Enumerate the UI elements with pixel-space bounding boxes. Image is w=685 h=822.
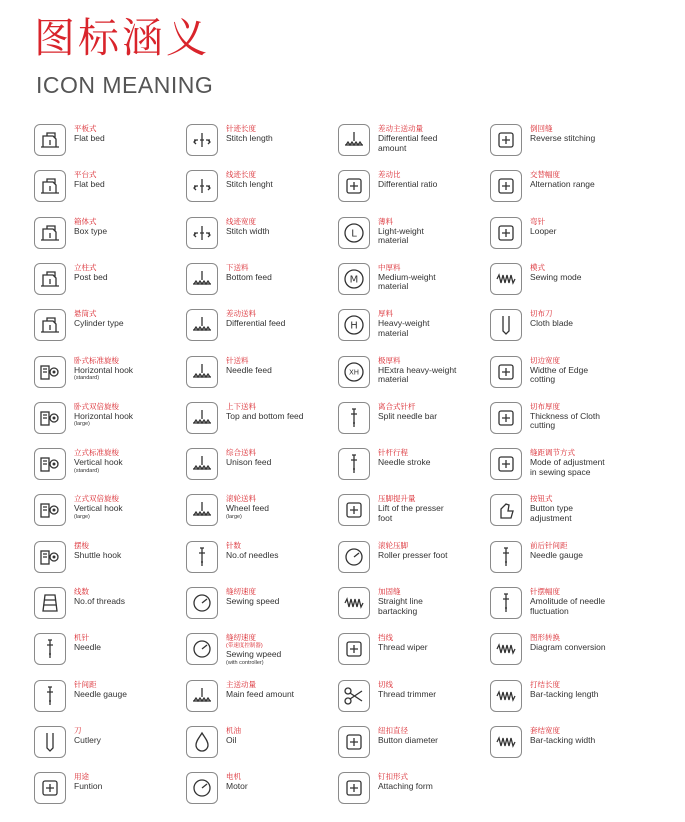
- needle-feed-icon: [186, 356, 218, 388]
- legend-item: [490, 309, 640, 349]
- item-label-en: Alternation range: [530, 179, 595, 190]
- item-label-cn: 切布厚度: [530, 401, 560, 411]
- item-label-en: Flat bed: [74, 179, 105, 190]
- item-label-en-line2: material: [378, 327, 409, 338]
- item-label-en: Top and bottom feed: [226, 410, 304, 421]
- roller-presser-foot-icon: [338, 541, 370, 573]
- item-label-en: Differential feed: [226, 318, 286, 329]
- item-label-en: Cloth blade: [530, 318, 574, 329]
- legend-item: [338, 170, 488, 210]
- legend-item: [186, 263, 336, 303]
- item-label-en-line2: bartacking: [378, 605, 418, 616]
- legend-item: [186, 448, 336, 488]
- item-sublabel: (standard): [74, 467, 100, 474]
- function-garment-icon: [34, 772, 66, 804]
- alternation-range-icon: [490, 170, 522, 202]
- item-label-en: Attaching form: [378, 781, 433, 792]
- box-type-machine-icon: [34, 217, 66, 249]
- item-label-en: Stitch width: [226, 225, 270, 236]
- item-label-en: Thread wiper: [378, 642, 428, 653]
- item-label-en: Needle feed: [226, 364, 272, 375]
- legend-item: [338, 726, 488, 766]
- legend-item: [34, 541, 184, 581]
- legend-item: [186, 217, 336, 257]
- legend-item: [490, 494, 640, 534]
- item-label-cn: 电机: [226, 772, 241, 782]
- legend-item: [186, 680, 336, 720]
- item-label-cn: 线数: [74, 587, 89, 596]
- item-label-en: Bar-tacking length: [530, 688, 599, 699]
- item-label-cn: 针间距: [74, 679, 97, 689]
- legend-item: [338, 633, 488, 673]
- legend-item: [186, 587, 336, 627]
- split-needle-bar-icon: [338, 402, 370, 434]
- scissors-icon: [338, 680, 370, 712]
- item-label-en: Needle gauge: [74, 688, 127, 699]
- item-label-cn: 差动主送动量: [378, 124, 423, 133]
- legend-item: [34, 587, 184, 627]
- sewing-speed-gauge-icon: [186, 587, 218, 619]
- legend-item: [186, 309, 336, 349]
- top-bottom-feed-icon: [186, 402, 218, 434]
- item-label-en: Medium-weight: [378, 271, 436, 282]
- item-label-en: Cylinder type: [74, 318, 124, 329]
- needle-icon: [34, 633, 66, 665]
- flat-bed-platform-icon: [34, 170, 66, 202]
- item-label-cn: 切线: [378, 679, 393, 689]
- item-sublabel: (with controller): [226, 659, 264, 666]
- item-label-cn: 悬筒式: [74, 309, 97, 319]
- item-label-en-line2: material: [378, 374, 409, 384]
- item-sublabel: (standard): [74, 375, 100, 381]
- legend-item: [186, 541, 336, 581]
- page-title-en: ICON MEANING: [36, 72, 214, 98]
- flat-bed-machine-icon: [34, 124, 66, 156]
- item-label-cn: 厚料: [378, 309, 393, 319]
- legend-item: [338, 402, 488, 442]
- item-label-cn: 综合送料: [226, 448, 256, 458]
- legend-item: [338, 124, 488, 164]
- item-label-en: Differential feed: [378, 133, 438, 143]
- item-label-en-line2: in sewing space: [530, 466, 591, 477]
- item-label-cn: 针摆幅度: [530, 587, 560, 596]
- thumb-button-icon: [490, 494, 522, 526]
- item-label-en-line2: amount: [378, 142, 407, 153]
- legend-item: [338, 448, 488, 488]
- item-label-cn: 针杆行程: [378, 448, 408, 458]
- item-label-en-line2: material: [378, 235, 409, 246]
- legend-item: [490, 170, 640, 210]
- item-label-en-line2: fluctuation: [530, 605, 569, 616]
- item-label-cn: 用途: [74, 772, 89, 782]
- item-sublabel-cn: (带速度控制器): [226, 643, 263, 650]
- item-label-cn: 平台式: [74, 170, 97, 180]
- motor-icon: [186, 772, 218, 804]
- item-label-en: Unison feed: [226, 457, 272, 468]
- legend-item: [338, 217, 488, 257]
- legend-item: [338, 772, 488, 812]
- legend-item: [34, 448, 184, 488]
- legend-item: [34, 726, 184, 766]
- vertical-hook-standard-icon: [34, 448, 66, 480]
- cylinder-bed-machine-icon: [34, 309, 66, 341]
- item-label-en: Sewing wpeed: [226, 649, 282, 660]
- knife-icon: [34, 726, 66, 758]
- item-label-cn: 打结长度: [530, 679, 560, 689]
- item-label-en: Oil: [226, 734, 237, 745]
- diagram-conversion-icon: [490, 633, 522, 665]
- item-label-en: Reverse stitching: [530, 133, 596, 143]
- legend-item: [186, 772, 336, 812]
- letter-m-circle-icon: [338, 263, 370, 295]
- item-label-cn: 立式标准旋梭: [74, 448, 119, 458]
- item-label-en: Straight line: [378, 596, 423, 606]
- item-label-en: Vertical hook: [74, 457, 123, 468]
- legend-item: [490, 217, 640, 257]
- attaching-form-icon: [338, 772, 370, 804]
- needle-count-icon: [186, 541, 218, 573]
- legend-item: [490, 263, 640, 303]
- item-label-en-line2: cutting: [530, 420, 556, 431]
- item-label-cn: 卧式标准旋梭: [74, 355, 119, 365]
- item-label-cn: 主送动量: [226, 679, 256, 689]
- item-label-en: Roller presser foot: [378, 549, 448, 560]
- item-label-cn: 缝距调节方式: [530, 448, 575, 458]
- legend-item: [34, 402, 184, 442]
- bartacking-width-icon: [490, 726, 522, 758]
- legend-item: [338, 587, 488, 627]
- legend-item: [490, 124, 640, 164]
- horizontal-hook-standard-icon: [34, 356, 66, 388]
- item-label-cn: 模式: [530, 262, 545, 272]
- legend-item: [338, 494, 488, 534]
- item-label-en: No.of threads: [74, 596, 126, 606]
- item-label-en: Wheel feed: [226, 503, 269, 514]
- item-label-en-line2: material: [378, 281, 409, 292]
- legend-item: [186, 402, 336, 442]
- item-label-en: Diagram conversion: [530, 642, 606, 653]
- item-label-en: Sewing speed: [226, 596, 280, 606]
- item-label-en: Funtion: [74, 781, 103, 792]
- item-label-en: Needle: [74, 642, 101, 653]
- legend-item: [338, 309, 488, 349]
- item-label-cn: 下送料: [226, 262, 249, 272]
- item-label-en-line2: adjustment: [530, 512, 572, 523]
- needle-gauge-icon: [34, 680, 66, 712]
- reverse-stitching-icon: [490, 124, 522, 156]
- legend-item: [338, 263, 488, 303]
- item-label-en-line2: cotting: [530, 374, 556, 384]
- legend-item: [338, 541, 488, 581]
- item-label-cn: 钉扣形式: [378, 772, 408, 782]
- item-label-en: Needle stroke: [378, 457, 431, 468]
- stitch-length-diagonal-icon: [186, 170, 218, 202]
- legend-item: [338, 680, 488, 720]
- thread-wiper-icon: [338, 633, 370, 665]
- item-label-cn: 交替幅度: [530, 170, 560, 180]
- item-label-en: Horizontal hook: [74, 410, 134, 421]
- legend-item: [34, 309, 184, 349]
- item-label-cn: 立柱式: [74, 262, 97, 272]
- legend-item: [34, 356, 184, 396]
- letter-xh-circle-icon: [338, 356, 370, 388]
- item-label-cn: 图形转换: [530, 633, 560, 643]
- item-label-cn: 线迹长度: [226, 170, 256, 180]
- item-label-en: Heavy-weight: [378, 318, 430, 329]
- item-label-cn: 机油: [226, 725, 241, 735]
- item-label-en: Sewing mode: [530, 271, 582, 282]
- item-label-cn: 纽扣直径: [378, 725, 408, 735]
- stitch-length-icon: [186, 124, 218, 156]
- item-label-en: Main feed amount: [226, 688, 295, 699]
- button-diameter-icon: [338, 726, 370, 758]
- stitch-width-icon: [186, 217, 218, 249]
- legend-item: [34, 217, 184, 257]
- item-label-en: Motor: [226, 781, 248, 792]
- svg-text:XH: XH: [348, 368, 360, 377]
- item-label-en: Button diameter: [378, 734, 439, 745]
- horizontal-hook-large-icon: [34, 402, 66, 434]
- legend-item: [34, 633, 184, 673]
- item-label-en: Vertical hook: [74, 503, 123, 514]
- item-label-en: Looper: [530, 225, 557, 236]
- edge-cutting-width-icon: [490, 356, 522, 388]
- legend-item: [490, 633, 640, 673]
- svg-text:L: L: [351, 228, 357, 240]
- item-label-en: Lift of the presser: [378, 503, 444, 514]
- item-label-en: Mode of adjustment: [530, 457, 605, 468]
- legend-item: [490, 587, 640, 627]
- item-label-cn: 缝纫速度: [226, 587, 256, 596]
- item-label-cn: 缝纫速度: [226, 633, 256, 643]
- differential-feed-amount-icon: [338, 124, 370, 156]
- cloth-blade-icon: [490, 309, 522, 341]
- item-label-cn: 挡线: [378, 633, 393, 643]
- letter-l-circle-icon: [338, 217, 370, 249]
- item-label-en: Widthe of Edge: [530, 364, 589, 375]
- item-label-en: Differential ratio: [378, 179, 438, 190]
- item-label-en: Needle gauge: [530, 549, 583, 560]
- legend-item: [186, 356, 336, 396]
- wheel-feed-icon: [186, 494, 218, 526]
- legend-item: [34, 494, 184, 534]
- legend-item: [34, 124, 184, 164]
- bottom-feed-icon: [186, 263, 218, 295]
- item-label-cn: 刀: [74, 725, 82, 735]
- shuttle-hook-icon: [34, 541, 66, 573]
- item-label-cn: 卧式双倍旋梭: [74, 401, 119, 411]
- item-label-cn: 针数: [226, 540, 241, 550]
- item-label-en: Light-weight: [378, 225, 424, 236]
- legend-item: [490, 402, 640, 442]
- straight-bartacking-icon: [338, 587, 370, 619]
- item-label-cn: 极厚料: [378, 355, 401, 365]
- unison-feed-icon: [186, 448, 218, 480]
- page-title-cn: 图标涵义: [34, 14, 210, 62]
- item-label-en: Thread trimmer: [378, 688, 437, 699]
- legend-item: [186, 726, 336, 766]
- item-sublabel: (large): [74, 513, 90, 520]
- item-label-cn: 滚轮送料: [226, 494, 256, 504]
- needle-amplitude-icon: [490, 587, 522, 619]
- sewing-speed-controller-icon: [186, 633, 218, 665]
- legend-item: [186, 170, 336, 210]
- item-label-en: HExtra heavy-weight: [378, 364, 457, 375]
- looper-icon: [490, 217, 522, 249]
- svg-text:M: M: [349, 274, 359, 286]
- item-label-en: Bar-tacking width: [530, 734, 596, 745]
- sewing-space-adjustment-icon: [490, 448, 522, 480]
- item-label-en: Cutlery: [74, 734, 101, 745]
- item-label-en: Stitch lenght: [226, 179, 273, 190]
- item-label-cn: 切边宽度: [530, 355, 560, 365]
- item-label-cn: 针送料: [226, 355, 249, 365]
- front-back-needle-gauge-icon: [490, 541, 522, 573]
- item-label-cn: 薄料: [378, 216, 393, 226]
- item-label-en: Split needle bar: [378, 410, 438, 421]
- legend-item: [34, 263, 184, 303]
- item-label-cn: 套结宽度: [530, 725, 560, 735]
- item-label-cn: 线迹宽度: [226, 216, 256, 226]
- item-label-cn: 机针: [74, 633, 89, 643]
- item-label-en: No.of needles: [226, 549, 279, 560]
- item-label-cn: 箱体式: [74, 216, 97, 226]
- item-label-en: Amolitude of needle: [530, 596, 606, 606]
- legend-item: [490, 356, 640, 396]
- item-label-cn: 切布刀: [530, 309, 553, 319]
- differential-feed-icon: [186, 309, 218, 341]
- bartacking-length-icon: [490, 680, 522, 712]
- legend-item: [34, 680, 184, 720]
- sewing-mode-icon: [490, 263, 522, 295]
- item-label-en: Stitch length: [226, 133, 273, 143]
- oil-can-icon: [186, 726, 218, 758]
- item-sublabel: (large): [226, 513, 242, 520]
- item-label-cn: 加固缝: [378, 587, 401, 596]
- item-label-en: Horizontal hook: [74, 364, 134, 375]
- legend-item: [34, 772, 184, 812]
- legend-item: [34, 170, 184, 210]
- svg-text:H: H: [350, 320, 358, 332]
- item-label-en: Post bed: [74, 271, 108, 282]
- item-label-cn: 滚轮压脚: [378, 540, 408, 550]
- presser-foot-lift-icon: [338, 494, 370, 526]
- item-label-en-line2: foot: [378, 512, 393, 523]
- legend-item: [186, 633, 336, 673]
- legend-item: [490, 726, 640, 766]
- differential-ratio-icon: [338, 170, 370, 202]
- item-label-en: Flat bed: [74, 133, 105, 143]
- item-label-cn: 平板式: [74, 124, 97, 133]
- item-label-cn: 立式双倍旋梭: [74, 494, 119, 504]
- item-label-cn: 前后针间距: [530, 540, 568, 550]
- item-label-en: Thickness of Cloth: [530, 410, 600, 421]
- item-label-cn: 中厚料: [378, 262, 401, 272]
- item-label-cn: 弯针: [530, 216, 545, 226]
- needle-stroke-icon: [338, 448, 370, 480]
- item-label-cn: 按钮式: [530, 494, 553, 504]
- item-label-cn: 差动送料: [226, 309, 256, 319]
- main-feed-amount-icon: [186, 680, 218, 712]
- cloth-cutting-thickness-icon: [490, 402, 522, 434]
- item-label-cn: 摆梭: [74, 540, 89, 550]
- item-label-en: Box type: [74, 225, 108, 236]
- legend-item: [490, 448, 640, 488]
- legend-item: [490, 680, 640, 720]
- legend-item: [186, 494, 336, 534]
- letter-h-circle-icon: [338, 309, 370, 341]
- post-bed-machine-icon: [34, 263, 66, 295]
- legend-item: [186, 124, 336, 164]
- item-sublabel: (large): [74, 421, 90, 428]
- item-label-en: Bottom feed: [226, 271, 272, 282]
- item-label-cn: 倒回缝: [530, 124, 553, 133]
- item-label-cn: 离合式针杆: [378, 401, 416, 411]
- item-label-cn: 压脚提升量: [378, 494, 416, 504]
- item-label-en: Button type: [530, 503, 574, 514]
- item-label-cn: 差动比: [378, 170, 401, 180]
- legend-item: [490, 541, 640, 581]
- item-label-cn: 针迹长度: [226, 124, 256, 133]
- item-label-cn: 上下送料: [226, 401, 256, 411]
- thread-spool-icon: [34, 587, 66, 619]
- legend-item: [338, 356, 488, 396]
- item-label-en: Shuttle hook: [74, 549, 122, 560]
- vertical-hook-large-icon: [34, 494, 66, 526]
